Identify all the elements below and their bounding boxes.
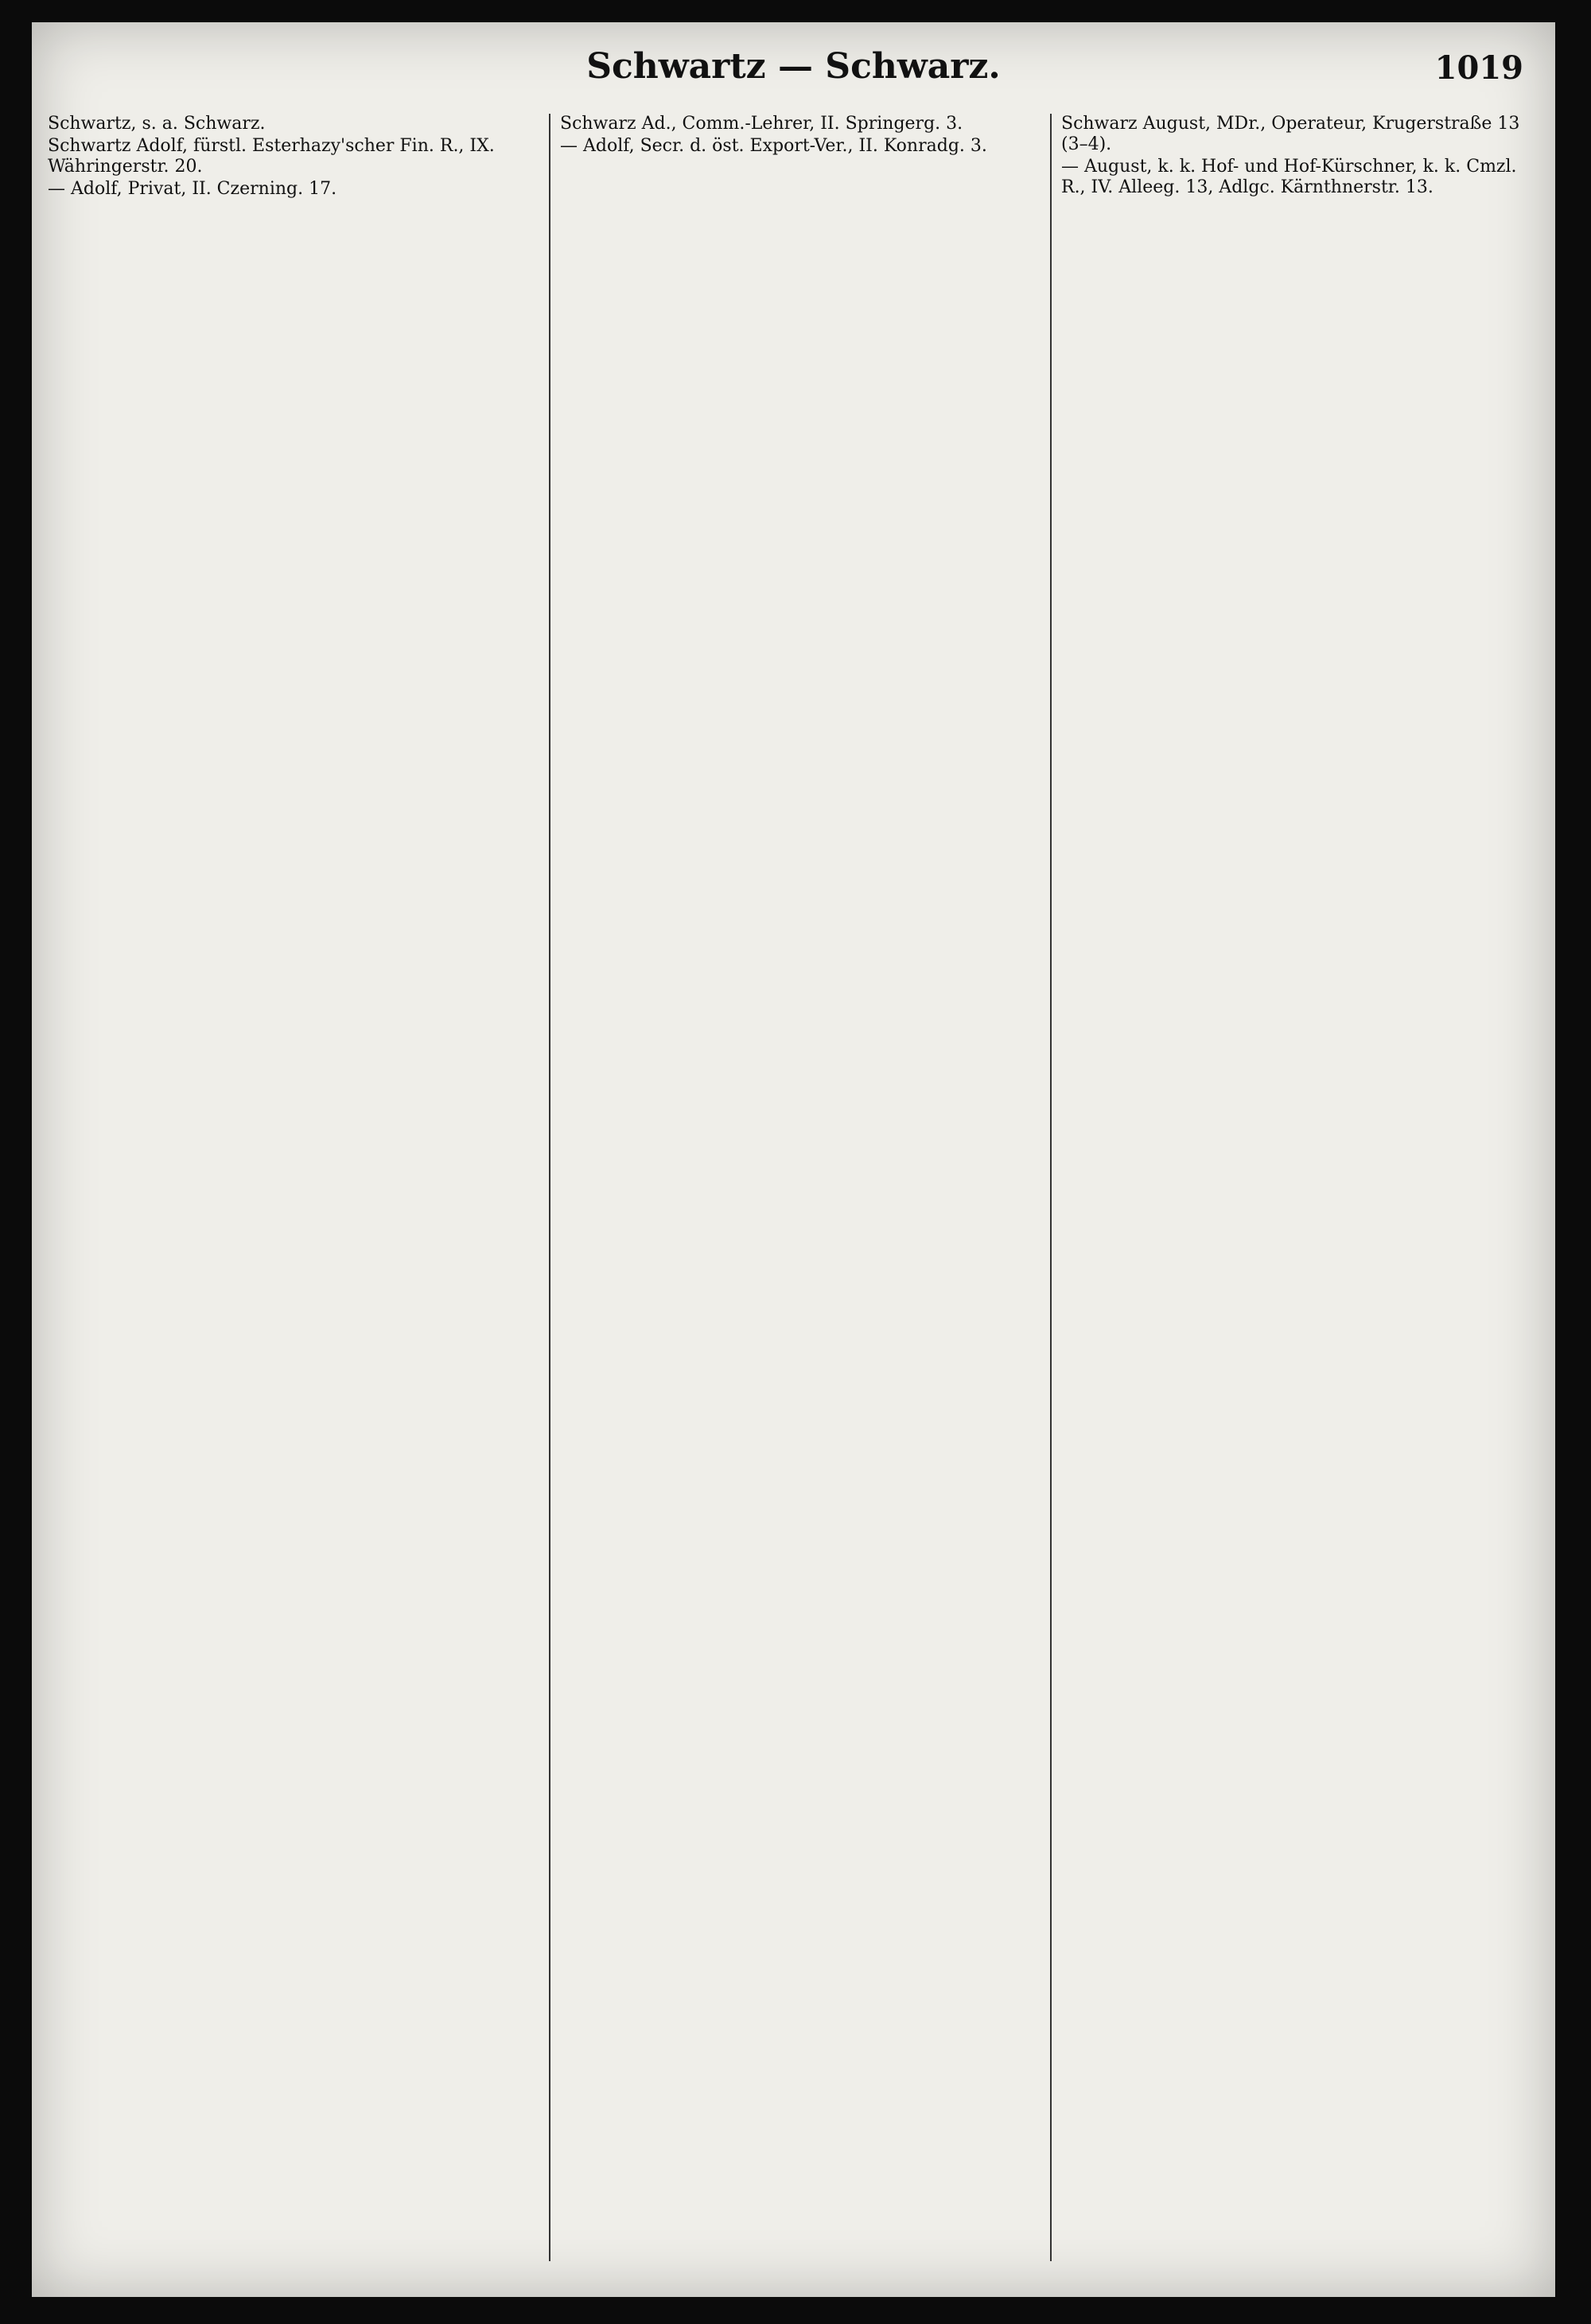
directory-columns — [48, 114, 1543, 2261]
column-2 — [549, 114, 1045, 2261]
directory-entry: — August, k. k. Hof- und Hof-Kürschner, k. k. Cmzl. R., IV. Alleeg. 13, Adlgc. Kärnthnerstr. 13. — [1061, 157, 1517, 197]
running-title: Schwartz — Schwarz. — [586, 46, 1001, 87]
directory-entry: — Adolf, Secr. d. öst. Export-Ver., II. Konradg. 3. — [560, 136, 987, 156]
page-header — [32, 46, 1555, 102]
directory-entry: Schwarz Ad., Comm.-Lehrer, II. Springerg. 3. — [560, 114, 963, 134]
page-number: 1019 — [1434, 49, 1523, 87]
directory-entry: Schwartz Adolf, fürstl. Esterhazy'scher Fin. R., IX. Währingerstr. 20. — [48, 136, 495, 177]
directory-entry: Schwartz, s. a. Schwarz. — [48, 114, 266, 134]
column-1 — [48, 114, 533, 2261]
directory-page — [32, 22, 1555, 2297]
directory-entry: — Adolf, Privat, II. Czerning. 17. — [48, 179, 337, 199]
directory-entry: Schwarz August, MDr., Operateur, Krugerstraße 13 (3–4). — [1061, 114, 1520, 154]
column-3 — [1050, 114, 1546, 2261]
